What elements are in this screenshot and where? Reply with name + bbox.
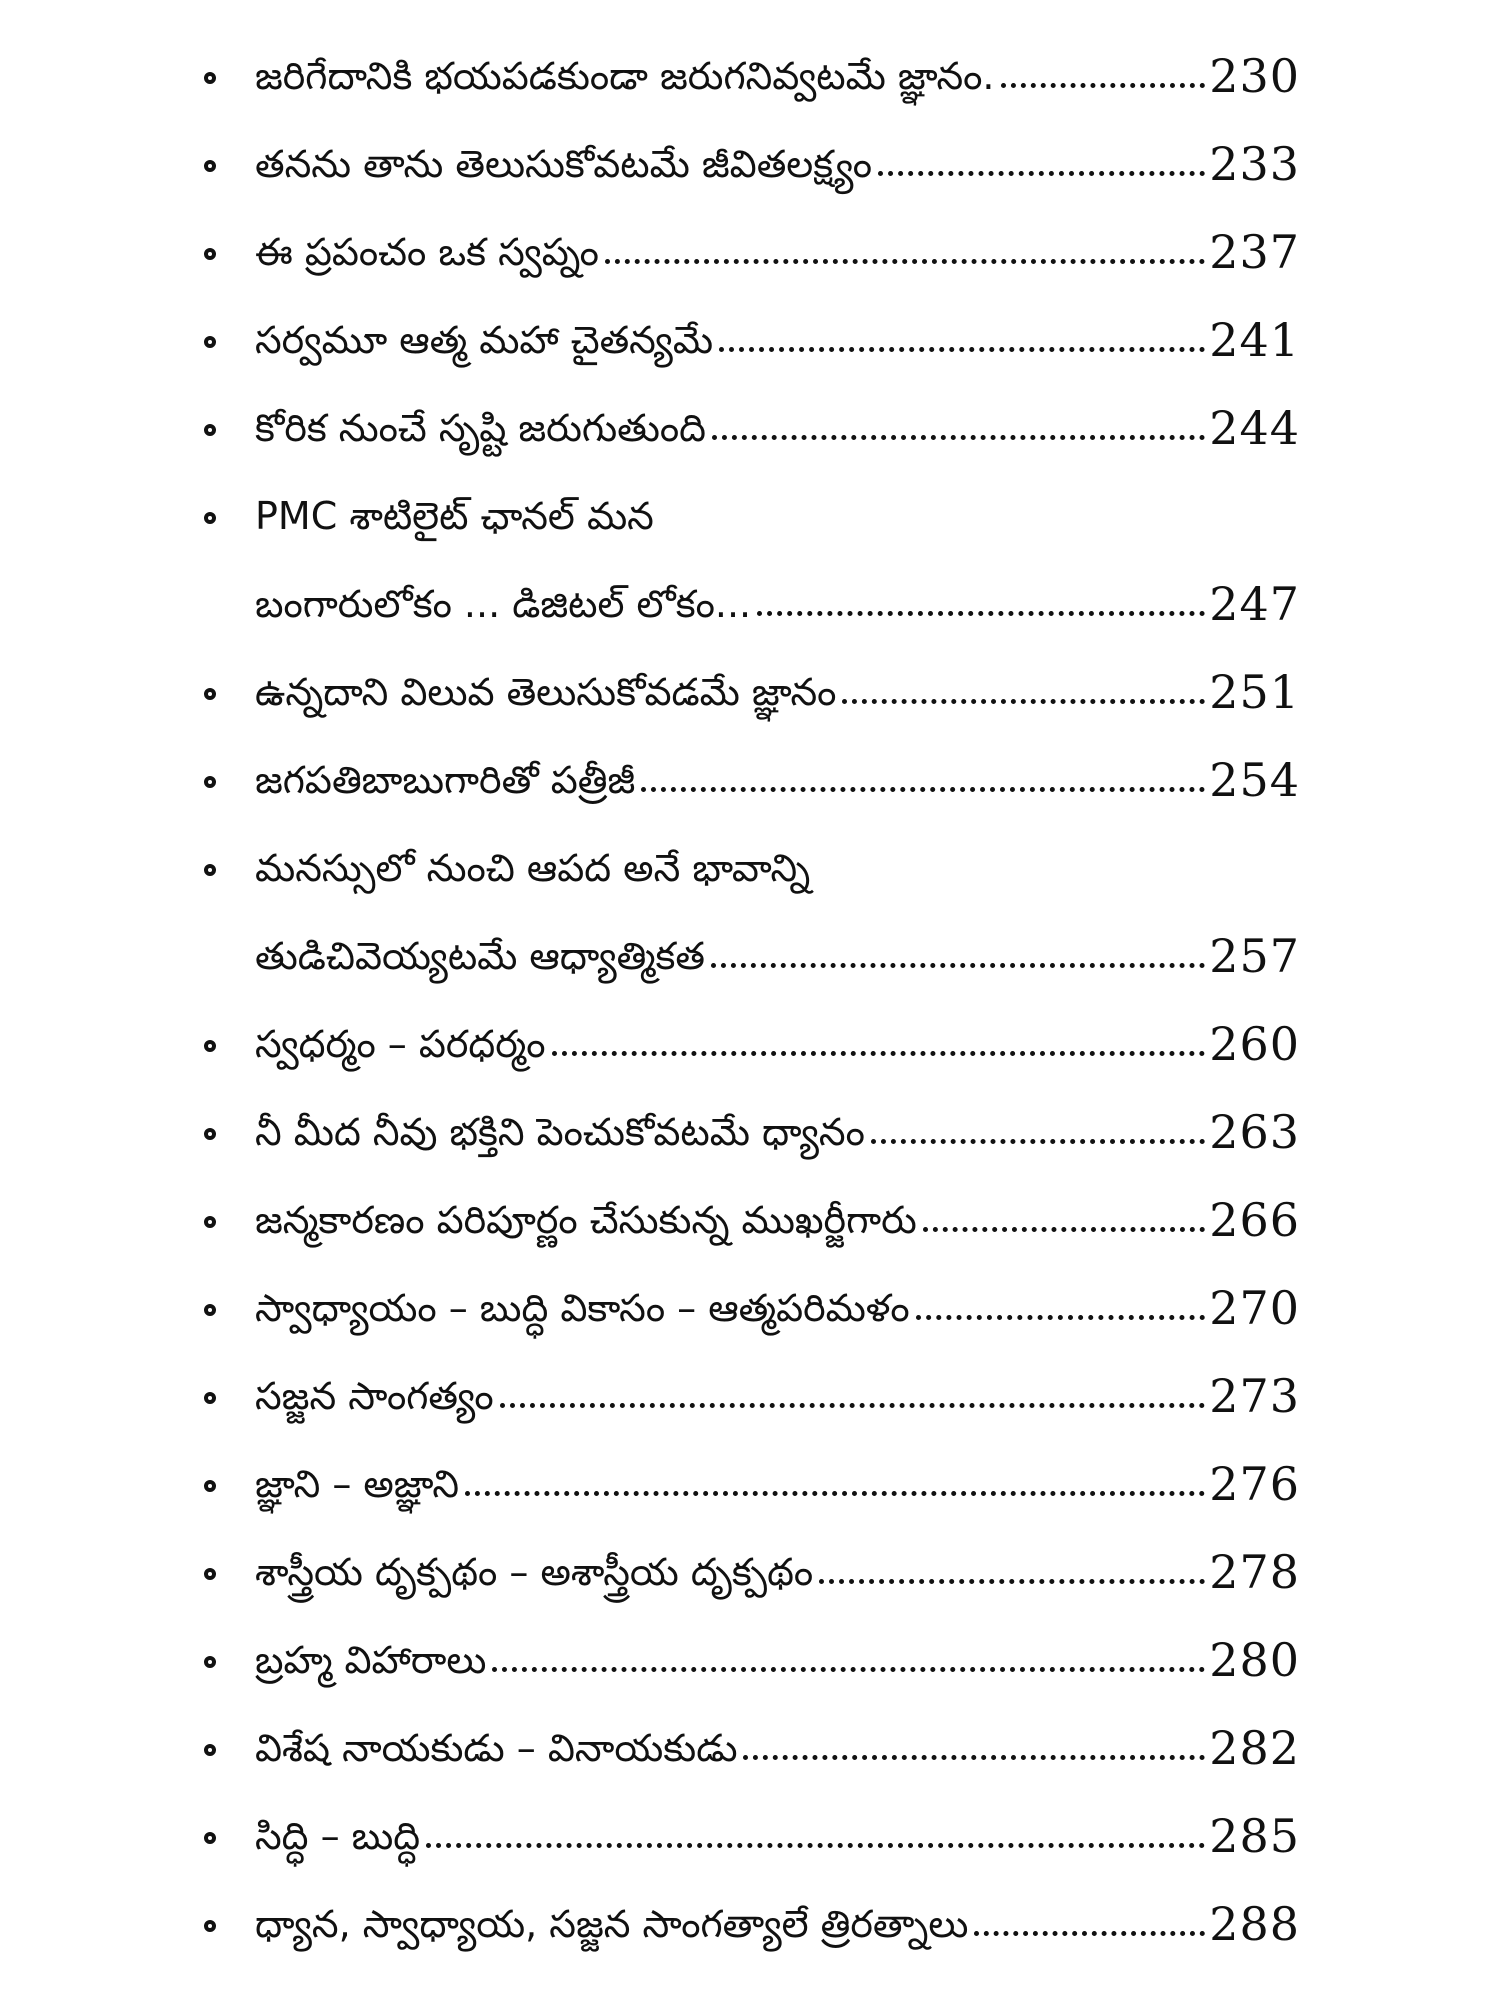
dot-leader bbox=[465, 1491, 1205, 1496]
bullet-icon bbox=[204, 1568, 216, 1580]
dot-leader bbox=[552, 1051, 1206, 1056]
toc-entry-title: విశేష నాయకుడు – వినాయకుడు bbox=[255, 1726, 738, 1770]
toc-entry-page: 247 bbox=[1209, 577, 1300, 631]
toc-entry bbox=[255, 1180, 1300, 1247]
toc-entry-title: ధ్యాన, స్వాధ్యాయ, సజ్జన సాంగత్యాలే త్రిరత్నాలు bbox=[255, 1902, 969, 1946]
dot-leader bbox=[974, 1931, 1205, 1936]
bullet-icon bbox=[204, 1744, 216, 1756]
dot-leader bbox=[842, 699, 1205, 704]
toc-entry-page: 282 bbox=[1209, 1721, 1300, 1775]
dot-leader bbox=[426, 1843, 1205, 1848]
bullet-icon bbox=[204, 336, 216, 348]
toc-entry-page: 276 bbox=[1209, 1457, 1300, 1511]
bullet-icon bbox=[204, 248, 216, 260]
bullet-icon bbox=[204, 1920, 216, 1932]
dot-leader bbox=[878, 171, 1205, 176]
toc-entry-page: 244 bbox=[1209, 401, 1300, 455]
bullet-icon bbox=[204, 1480, 216, 1492]
dot-leader bbox=[711, 963, 1205, 968]
bullet-icon bbox=[204, 1216, 216, 1228]
dot-leader bbox=[492, 1667, 1205, 1672]
toc-entry-second-line bbox=[255, 916, 1300, 983]
bullet-icon bbox=[204, 1392, 216, 1404]
toc-entry-second-line bbox=[255, 564, 1300, 631]
toc-entry-page: 257 bbox=[1209, 929, 1300, 983]
dot-leader bbox=[641, 787, 1205, 792]
toc-entry-page: 251 bbox=[1209, 665, 1300, 719]
dot-leader bbox=[1001, 83, 1206, 88]
dot-leader bbox=[743, 1755, 1205, 1760]
bullet-icon bbox=[204, 1832, 216, 1844]
dot-leader bbox=[605, 259, 1205, 264]
toc-entry-page: 285 bbox=[1209, 1809, 1300, 1863]
dot-leader bbox=[916, 1315, 1206, 1320]
toc-entry-first-line bbox=[255, 476, 1300, 540]
toc-entry-page: 237 bbox=[1209, 225, 1300, 279]
toc-entry-title: స్వాధ్యాయం – బుద్ధి వికాసం – ఆత్మపరిమళం bbox=[255, 1286, 910, 1330]
toc-entry bbox=[255, 652, 1300, 719]
toc-entry-title: కోరిక నుంచే సృష్టి జరుగుతుంది bbox=[255, 406, 706, 450]
bullet-icon bbox=[204, 72, 216, 84]
toc-entry bbox=[255, 388, 1300, 455]
toc-entry bbox=[255, 1708, 1300, 1775]
toc-entry bbox=[255, 1268, 1300, 1335]
toc-entry-title: మనస్సులో నుంచి ఆపద అనే భావాన్ని bbox=[255, 846, 811, 890]
bullet-icon bbox=[204, 1304, 216, 1316]
toc-entry-page: 270 bbox=[1209, 1281, 1300, 1335]
dot-leader bbox=[500, 1403, 1206, 1408]
toc-entry-title: నీ మీద నీవు భక్తిని పెంచుకోవటమే ధ్యానం bbox=[255, 1110, 865, 1154]
toc-entry bbox=[255, 1004, 1300, 1071]
toc-entry bbox=[255, 1796, 1300, 1863]
dot-leader bbox=[923, 1227, 1205, 1232]
dot-leader bbox=[757, 611, 1205, 616]
dot-leader bbox=[819, 1579, 1205, 1584]
toc-entry bbox=[255, 1092, 1300, 1159]
toc-entry bbox=[255, 1884, 1300, 1951]
toc-entry-title: ఈ ప్రపంచం ఒక స్వప్నం bbox=[255, 230, 599, 274]
toc-entry-page: 241 bbox=[1209, 313, 1300, 367]
toc-entry-title: జగపతిబాబుగారితో పత్రీజీ bbox=[255, 758, 636, 802]
bullet-icon bbox=[204, 776, 216, 788]
toc-entry-page: 230 bbox=[1209, 49, 1300, 103]
toc-entry-page: 288 bbox=[1209, 1897, 1300, 1951]
toc-entry-title: జ్ఞాని – అజ్ఞాని bbox=[255, 1462, 460, 1506]
toc-entry-title: సిద్ధి – బుద్ధి bbox=[255, 1814, 421, 1858]
toc-entry-title: జరిగేదానికి భయపడకుండా జరుగనివ్వటమే జ్ఞానం. bbox=[255, 54, 995, 98]
dot-leader bbox=[712, 435, 1205, 440]
toc-entry-title: సర్వమూ ఆత్మ మహా చైతన్యమే bbox=[255, 318, 714, 362]
toc-entry-page: 233 bbox=[1209, 137, 1300, 191]
toc-entry bbox=[255, 300, 1300, 367]
toc-entry-title: స్వధర్మం – పరధర్మం bbox=[255, 1022, 546, 1066]
toc-entry bbox=[255, 124, 1300, 191]
toc-entry-title: బంగారులోకం ... డిజిటల్ లోకం... bbox=[255, 582, 752, 626]
toc-entry-title: సజ్జన సాంగత్యం bbox=[255, 1374, 494, 1418]
toc-entry-first-line bbox=[255, 828, 1300, 892]
bullet-icon bbox=[204, 1128, 216, 1140]
bullet-icon bbox=[204, 512, 216, 524]
toc-entry-title: జన్మకారణం పరిపూర్ణం చేసుకున్న ముఖర్జీగారు bbox=[255, 1198, 917, 1242]
toc-entry-title: PMC శాటిలైట్ ఛానల్ మన bbox=[255, 494, 654, 538]
toc-entry bbox=[255, 1356, 1300, 1423]
toc-entry-page: 254 bbox=[1209, 753, 1300, 807]
bullet-icon bbox=[204, 864, 216, 876]
dot-leader bbox=[871, 1139, 1205, 1144]
toc-entry-title: తుడిచివెయ్యటమే ఆధ్యాత్మికత bbox=[255, 934, 705, 978]
bullet-icon bbox=[204, 160, 216, 172]
toc-entry-page: 273 bbox=[1209, 1369, 1300, 1423]
bullet-icon bbox=[204, 1656, 216, 1668]
toc-entry-page: 263 bbox=[1209, 1105, 1300, 1159]
toc-entry bbox=[255, 740, 1300, 807]
toc-entry bbox=[255, 1444, 1300, 1511]
toc-entry-page: 278 bbox=[1209, 1545, 1300, 1599]
toc-entry bbox=[255, 36, 1300, 103]
toc-entry-page: 260 bbox=[1209, 1017, 1300, 1071]
toc-entry-title: బ్రహ్మ విహారాలు bbox=[255, 1638, 487, 1682]
toc-entry bbox=[255, 1532, 1300, 1599]
dot-leader bbox=[719, 347, 1205, 352]
bullet-icon bbox=[204, 424, 216, 436]
toc-entry-title: శాస్త్రీయ దృక్పథం – అశాస్త్రీయ దృక్పథం bbox=[255, 1550, 814, 1594]
toc-entry bbox=[255, 212, 1300, 279]
toc-entry-page: 266 bbox=[1209, 1193, 1300, 1247]
toc-entry-title: ఉన్నదాని విలువ తెలుసుకోవడమే జ్ఞానం bbox=[255, 670, 837, 714]
toc-entry-page: 280 bbox=[1209, 1633, 1300, 1687]
toc-entry-title: తనను తాను తెలుసుకోవటమే జీవితలక్ష్యం bbox=[255, 142, 872, 186]
bullet-icon bbox=[204, 688, 216, 700]
bullet-icon bbox=[204, 1040, 216, 1052]
toc-entry bbox=[255, 1620, 1300, 1687]
